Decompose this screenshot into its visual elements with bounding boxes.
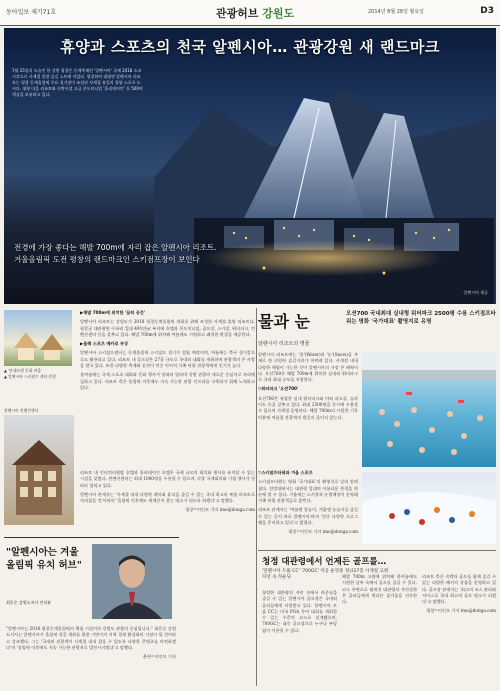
portrait-illustration — [92, 544, 172, 619]
waterpark-photo — [362, 352, 496, 467]
subhead-700m: ▶해발 700m에 위치한 '꿈의 공간' — [80, 310, 146, 315]
mid-reporter: 평창=이인모 기자 imo@donga.com — [185, 507, 255, 513]
caption-skijump: ▲ 알펜시아 스키점프 센터 전경 — [4, 374, 56, 379]
golf-paragraph-2: 해발 700m 고원에 위치해 한여름에도 시원한 날씨 속에서 골프를 즐길 수 있다. 코스 주변으로 펼쳐진 대관령의 자연경관은 골퍼들에게 색다른 즐거움을 선사한다. — [342, 574, 417, 605]
golf-paragraph-1: 청정한 대관령의 자연 속에서 라운딩을 즐길 수 있는 알펜시아 골프장은 국내외 골퍼들에게 사랑받고 있다. 알펜시아 트룹 CC는 미국 PGA 투어 대회를 개최할 수 있는 수준의 코스로 설계됐으며, 700GC는 대중 골프장으로 누구나 부담 없이 이용할 수 있다. — [262, 590, 337, 633]
subhead-skijump: ▽스키점프타워와 겨울 스포츠 — [258, 470, 313, 475]
subhead-sports: ▶올해 스포츠 메카로 부상 — [80, 341, 129, 347]
golf-article-2 — [342, 574, 417, 685]
hero-photo — [4, 28, 496, 304]
subhead-ocean700: ▽워터파크 '오션700' — [258, 386, 299, 392]
left-paragraph-3: 올여름에는 국제 스포츠 대회와 문화 행사가 잇따라 열리며 강원 관광의 새로운 중심지로 자리매김하고 있다. 리조트 측은 올림픽 이후에도 지속 가능한 관광 인프라를 구축하기 위해 노력하고 있다. — [80, 372, 255, 390]
left-paragraph-2: 알펜시아 스키점프센터는 동계올림픽 스키점프 경기가 열릴 예정이며, 여름에는 축구 경기장으로도 활용되고 있다. 리조트 내 골프장은 27홀 규모로 국내외 대회를 개최하며 관광객의 큰 사랑을 받고 있다. 또한 다양한 축제와 공연이 연중 이어져 가족 단위 관광객에게 인기가 높다. — [80, 350, 255, 369]
photo-credit: 알펜시아 제공 — [463, 290, 488, 295]
section-title: 관광허브 강원도 — [215, 7, 295, 20]
column-divider — [256, 308, 257, 686]
golf-article-1 — [262, 590, 337, 685]
paper-name: 동아일보 제기71호 — [6, 9, 57, 16]
golf-article-3 — [422, 574, 496, 685]
mid-article — [80, 470, 255, 532]
convention-center-photo — [4, 415, 74, 525]
water-paragraph-4: 리조트 관계자는 '여름엔 물놀이, 겨울엔 눈놀이를 즐길 수 있는 곳이 바로 알펜시아'라며 '연중 다양한 프로그램을 준비하고 있다'고 밝혔다. — [258, 507, 358, 526]
water-paragraph-2: 오션700은 유럽풍 실내 워터파크와 야외 파도풀, 슬라이드 등을 갖추고 있다. 최대 2500명을 동시에 수용할 수 있으며 사계절 운영된다. 해발 700m의 시원한 기후 덕분에 여름철 관광객의 발길이 끊이지 않는다. — [258, 395, 358, 420]
water-section-subtitle: 오션700 국내최대 실내형 워터파크 2500평 수용 스키점프타워는 명화 '국가대표' 촬영지로 유명 — [346, 311, 496, 325]
caption-convention: 알펜시아 컨벤션센터 — [4, 408, 39, 413]
interview-quote: "알펜시아는 겨울올림픽 유치 허브" — [6, 547, 82, 571]
hero-headline: 휴양과 스포츠의 천국 알펜시아… 관광강원 새 랜드마크 — [60, 38, 440, 56]
golf-paragraph-3: 리조트 측은 숙박과 골프를 함께 즐길 수 있는 다양한 패키지 상품을 운영하고 있다. 골프장 관계자는 '최고의 코스 관리와 서비스로 국내 최고의 골프 명소가 되겠다'고 말했다. — [422, 574, 496, 605]
section-divider — [258, 550, 496, 551]
interview-reporter: 춘천=이인모 기자 — [142, 654, 176, 660]
issue-date: 2014년 8월 28일 월요일 — [368, 9, 425, 15]
caption-andersen: ▲ '안데르센 동화 마을' — [4, 368, 42, 373]
snow-sledding-photo — [362, 472, 496, 544]
water-reporter: 평창=이인모 기자 imo@donga.com — [288, 529, 358, 535]
section-accent: 강원도 — [262, 7, 295, 20]
golf-deck: '알펜시아 트룹 CC' '700GC' 착공 운영중 정규27홀 사계절 고원 자연 속 라운딩 — [262, 569, 389, 580]
hero-intro: 7월 25일의 모습인 한 강원 평창은 동계축제인 '알펜시아' 국제 2018 소코 시각으로 사계절 휴양 즐길 스트레 이었다. 평창하여 대평연 알펜시아 리조트는 평창 동계올림픽 주요 경기장이 조성된 사계절 유일의 휴양 스포츠 도시다. 대형 마을 리조트와 숙박시설 고급 콘도미니엄 '홀리데이인' 등 500여 객실을 보유하고 있다. — [12, 68, 143, 97]
left-paragraph-1: 알펜시아 리조트는 강원도가 2018 평창동계올림픽 개최를 위해 조성한 사계절 휴양 리조트다. 평창군 대관령면 수하리 일대 491만㎡ 부지에 호텔과 콘도미니엄, 골프장, 스키장, 워터파크, 컨벤션센터 등을 갖추고 있다. 해발 700m에 위치해 여름에도 시원하고 쾌적한 환경을 제공한다. — [80, 319, 255, 337]
page-number: D3 — [480, 6, 494, 16]
hero-caption: 전경에 가장 좋다는 해발 700m에 자리 잡은 알펜시아 리조트. 겨울올림픽 도전 평창의 랜드마크인 스키점프장이 보인다 — [14, 243, 217, 264]
water-article-left — [258, 352, 358, 467]
water-paragraph-3: 스키점프타워는 영화 '국가대표'의 촬영지로 널리 알려졌다. 전망대에서는 대관령 일대의 아름다운 풍경을 한눈에 볼 수 있다. 겨울에는 스키장과 눈썰매장이 운영돼 가족 단위 관광객들로 붐빈다. — [258, 479, 358, 504]
water-paragraph-1: 알펜시아 리조트에는 '물'(Water)과 '눈'(Snow)을 주제로 한 다양한 즐길거리가 마련돼 있다. 사계절 내내 다양한 체험이 가능한 것이 알펜시아의 가장 큰 매력이다. 오션700은 해발 700m에 위치한 실내외 워터파크로 국내 최대 규모를 자랑한다. — [258, 352, 358, 383]
golf-headline: 청정 대관령에서 언제든 골프를… — [262, 557, 387, 567]
interview-attribution: 최문순 강원도지사 인터뷰 — [6, 600, 52, 605]
water-section-title: 물과 눈 — [258, 312, 310, 331]
interview-body: "알펜시아는 2018 평창동계올림픽의 핵심 시설이자 강원도 관광의 중심입니다." 최문순 강원도지사는 알펜시아가 올림픽 성공 개최를 위한 기반이자 지역 경제 활성화의 거점이 될 것이라고 강조했다. 그는 '국내외 관광객이 사계절 내내 찾을 수 있도록 다양한 콘텐츠를 마련하겠다'며 '올림픽 이후에도 지속 가능한 관광지로 발전시키겠다'고 말했다. 춘천=이인모 기자 — [6, 626, 176, 660]
resort-night-illustration — [154, 68, 496, 304]
governor-portrait — [92, 544, 172, 619]
mid-paragraph-1: 리조트 내 인터컨티넨탈 호텔과 홀리데이인 호텔은 국제 규모의 회의와 행사를 유치할 수 있는 시설을 갖췄다. 컨벤션센터는 최대 1000명을 수용할 수 있으며, 각종 국제회의와 기업 행사가 잇따라 열리고 있다. — [80, 470, 255, 488]
golf-reporter: 평창=이인모 기자 imo@donga.com — [426, 608, 496, 614]
water-section-deck: 알펜시아 리조트의 명물 — [258, 341, 310, 347]
building-illustration — [4, 415, 74, 525]
page-header — [0, 0, 500, 26]
snow-illustration — [362, 472, 496, 544]
village-illustration — [4, 310, 72, 366]
water-article-right — [258, 470, 358, 548]
interview-box — [4, 537, 179, 687]
waterpark-illustration — [362, 352, 496, 467]
mid-paragraph-2: 알펜시아 관계자는 '사계절 내내 다양한 레저와 휴식을 즐길 수 있는 국내 최고의 복합 리조트로 자리잡을 것'이라며 '올림픽 이후에도 세계인이 찾는 명소가 되도록 하겠다'고 말했다. — [80, 491, 255, 504]
andersen-village-photo — [4, 310, 72, 366]
